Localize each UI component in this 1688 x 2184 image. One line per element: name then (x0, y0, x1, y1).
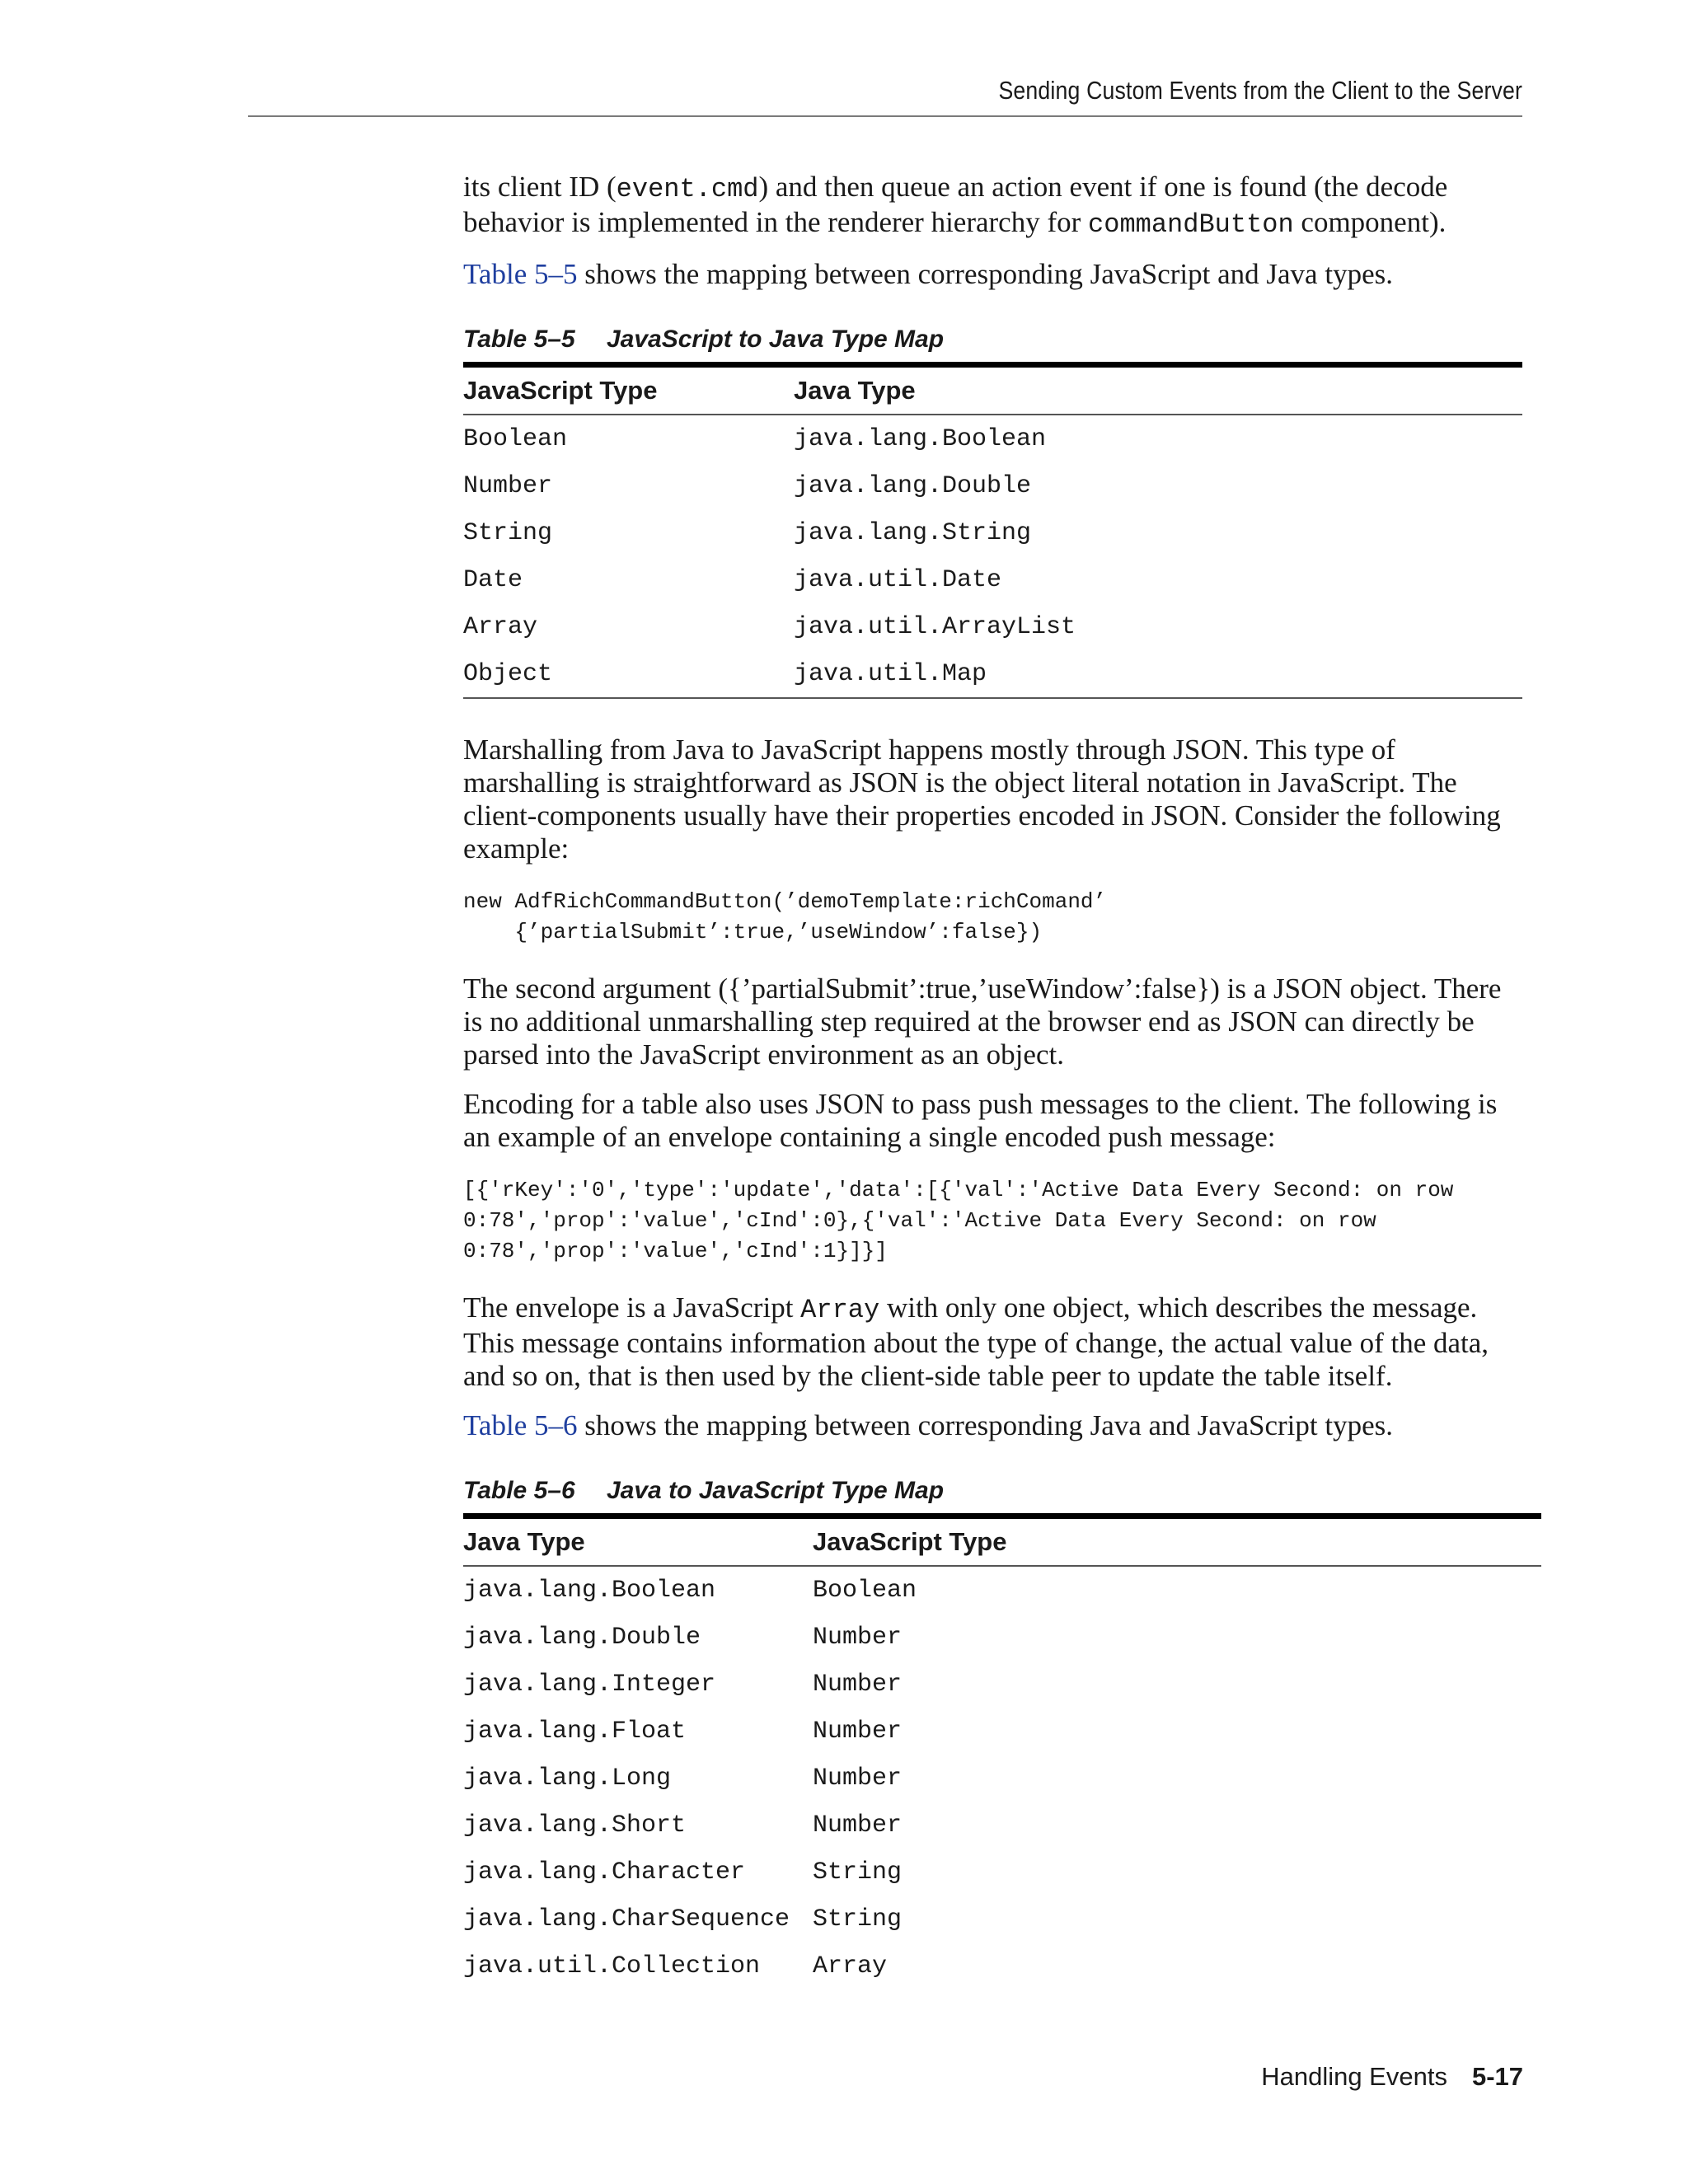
table-cell: java.lang.Boolean (463, 1576, 716, 1605)
table-cell: java.lang.Boolean (794, 424, 1047, 453)
table-row (463, 1708, 1541, 1755)
table-5-5 (463, 362, 1522, 699)
inline-code: Array (800, 1295, 880, 1325)
header-title: Sending Custom Events from the Client to the Server (998, 76, 1522, 105)
text: shows the mapping between corresponding Java and JavaScript types. (577, 1409, 1393, 1441)
table-row (463, 1943, 1541, 1990)
code-line: 0:78','prop':'value','cInd':1}]}] (463, 1239, 888, 1263)
page-number: 5-17 (1471, 2062, 1523, 2091)
code-example-push-envelope (463, 1175, 1522, 1267)
code-line: [{'rKey':'0','type':'update','data':[{'val':'Active Data Every Second: on row (463, 1178, 1454, 1202)
paragraph-envelope (463, 1291, 1522, 1393)
table-row (463, 1896, 1541, 1943)
table-cell: java.util.ArrayList (794, 612, 1076, 641)
column-header: JavaScript Type (813, 1527, 1007, 1556)
table-header-row (463, 368, 1522, 415)
table-number: Table 5–6 (463, 1477, 575, 1504)
table-number: Table 5–5 (463, 326, 575, 353)
running-header (248, 73, 1522, 117)
table-bottom-rule (463, 697, 1522, 699)
table-cell: java.lang.Character (463, 1858, 746, 1886)
table-cell: java.util.Collection (463, 1952, 761, 1980)
table-cell: java.lang.Double (794, 471, 1032, 500)
table-row (463, 650, 1522, 697)
table-cell: java.lang.Float (463, 1717, 687, 1746)
column-header: JavaScript Type (463, 376, 658, 405)
code-line: 0:78','prop':'value','cInd':0},{'val':'Active Data Every Second: on row (463, 1208, 1376, 1233)
table-cell: Date (463, 565, 523, 594)
table-row (463, 1567, 1541, 1614)
code-line: new AdfRichCommandButton(’demoTemplate:richComand’ (463, 889, 1107, 914)
table-cell: Number (813, 1623, 903, 1652)
table-cell: java.lang.String (794, 518, 1032, 547)
table-5-6-caption (463, 1477, 1522, 1505)
text: ) and then queue an action event if one is found (the decode behavior is implemented in the renderer hierarchy for (463, 171, 1448, 238)
table-cell: Number (813, 1670, 903, 1699)
table-cell: java.lang.Integer (463, 1670, 716, 1699)
page-footer (1261, 2062, 1523, 2092)
paragraph-table-ref-1 (463, 258, 1522, 291)
table-cell: String (463, 518, 553, 547)
table-cell: Boolean (813, 1576, 917, 1605)
paragraph-marshalling: Marshalling from Java to JavaScript happens mostly through JSON. This type of marshalling is straightforward as JSON is the object literal notation in JavaScript. The client-components usually have their properties encoded in JSON. Consider the following example: (463, 733, 1501, 865)
table-cell: Number (813, 1764, 903, 1793)
column-header: Java Type (463, 1527, 585, 1556)
paragraph-table-encoding: Encoding for a table also uses JSON to pass push messages to the client. The following is an example of an envelope containing a single encoded push message: (463, 1088, 1498, 1153)
table-row (463, 603, 1522, 650)
text: its client ID ( (463, 171, 617, 203)
text: with only one object, which describes the message. This message contains information about the type of change, the actual value of the data, and so on, that is then used by the client-side table peer to update the table itself. (463, 1291, 1489, 1392)
table-cell: Boolean (463, 424, 568, 453)
table-cell: Array (463, 612, 538, 641)
table-row (463, 509, 1522, 556)
paragraph-table-ref-2 (463, 1409, 1522, 1442)
table-cell: Number (813, 1811, 903, 1840)
table-cell: String (813, 1905, 903, 1933)
table-cell: java.lang.Double (463, 1623, 701, 1652)
table-title: JavaScript to Java Type Map (607, 326, 945, 353)
text: The envelope is a JavaScript (463, 1291, 801, 1324)
code-example-command-button (463, 887, 1522, 948)
table-cell: java.util.Date (794, 565, 1002, 594)
page-content (463, 171, 1522, 1990)
table-row (463, 1802, 1541, 1849)
table-cell: java.lang.Long (463, 1764, 672, 1793)
table-5-6-link[interactable]: Table 5–6 (463, 1409, 578, 1441)
table-cell: Array (813, 1952, 888, 1980)
text: component). (1293, 206, 1447, 238)
table-row (463, 415, 1522, 462)
column-header: Java Type (794, 376, 916, 405)
table-row (463, 1614, 1541, 1661)
table-row (463, 556, 1522, 603)
inline-code: event.cmd (616, 174, 759, 204)
footer-section-title: Handling Events (1261, 2062, 1447, 2091)
paragraph-json-object: The second argument ({’partialSubmit’:true,’useWindow’:false}) is a JSON object. There is no additional unmarshalling step required at the browser end as JSON can directly be parsed into the JavaScript environment as an object. (463, 972, 1502, 1071)
table-row (463, 462, 1522, 509)
table-5-5-caption (463, 326, 1522, 354)
table-cell: Number (463, 471, 553, 500)
text: shows the mapping between corresponding JavaScript and Java types. (577, 258, 1393, 290)
table-title: Java to JavaScript Type Map (607, 1477, 945, 1504)
table-header-row (463, 1519, 1541, 1567)
table-row (463, 1755, 1541, 1802)
table-cell: Number (813, 1717, 903, 1746)
table-5-5-link[interactable]: Table 5–5 (463, 258, 578, 290)
table-row (463, 1849, 1541, 1896)
table-cell: java.lang.Short (463, 1811, 687, 1840)
code-line: {’partialSubmit’:true,’useWindow’:false}) (463, 920, 1043, 944)
table-cell: java.util.Map (794, 659, 987, 688)
table-row (463, 1661, 1541, 1708)
paragraph-intro (463, 171, 1522, 241)
table-cell: java.lang.CharSequence (463, 1905, 790, 1933)
inline-code: commandButton (1088, 209, 1294, 240)
table-5-6 (463, 1513, 1541, 1990)
table-cell: Object (463, 659, 553, 688)
table-cell: String (813, 1858, 903, 1886)
